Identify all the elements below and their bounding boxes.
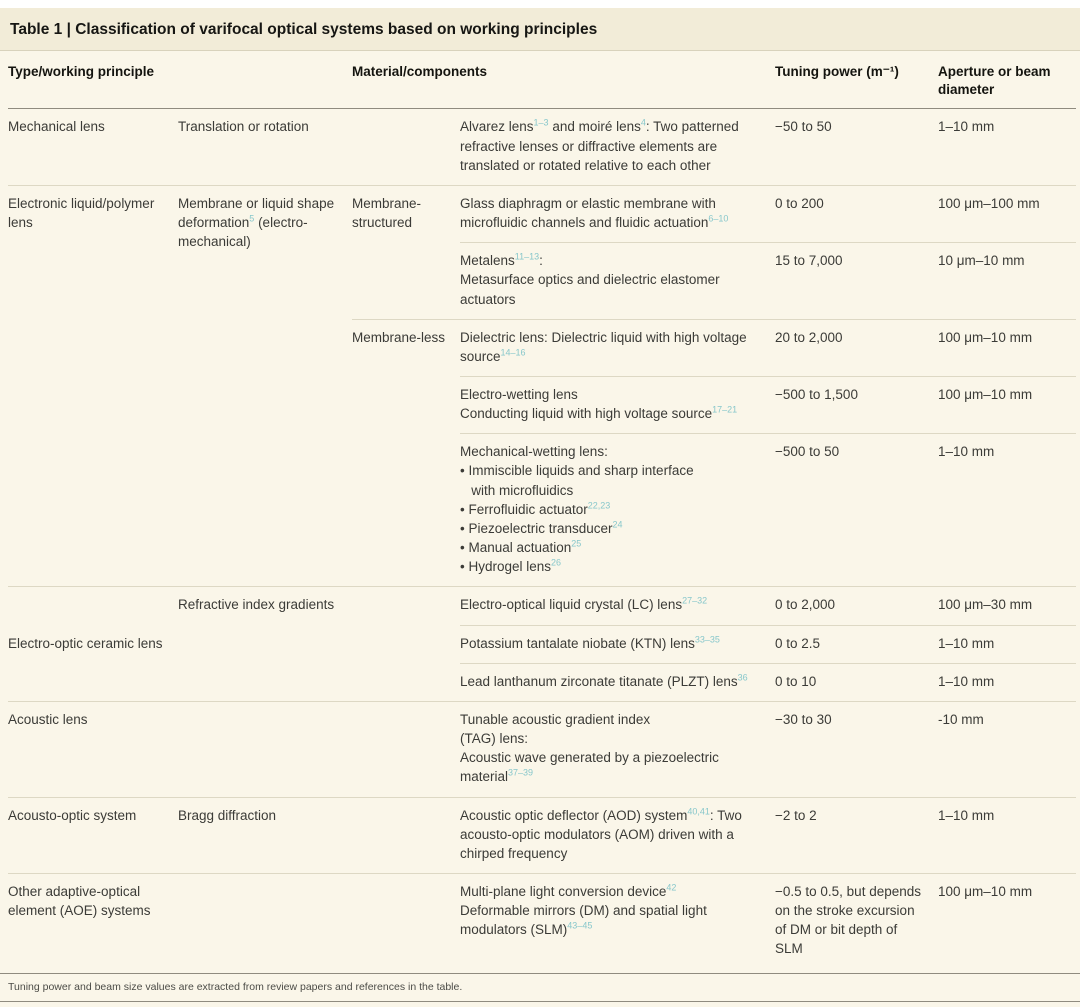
- table-row: [8, 109, 1076, 185]
- cell-subcategory: Membrane-less: [352, 319, 460, 587]
- header-row: [8, 51, 1076, 109]
- cell-components: Glass diaphragm or elastic membrane with microfluidic channels and fluidic actuation$^{6-10}$: [460, 185, 775, 242]
- citation-ref[interactable]: 43–45: [567, 920, 593, 931]
- cell-principle: Bragg diffraction: [178, 797, 352, 873]
- table-sheet: [0, 8, 1080, 1007]
- cell-principle: [178, 701, 352, 797]
- cell-components: Multi-plane light conversion device$^{42}$ Deformable mirrors (DM) and spatial light modulators (SLM)$^{43-45}$: [460, 873, 775, 968]
- citation-ref[interactable]: 26: [551, 557, 562, 568]
- citation-ref[interactable]: 5: [249, 213, 255, 224]
- cell-subcategory: [352, 873, 460, 968]
- column-header-tuning-power: Tuning power (m⁻¹): [775, 51, 938, 109]
- citation-ref[interactable]: 37–39: [508, 767, 534, 778]
- cell-components: Electro-optical liquid crystal (LC) lens$^{27-32}$: [460, 587, 775, 625]
- table-row: [8, 701, 1076, 797]
- table-row: [8, 873, 1076, 968]
- cell-tuning-power: 15 to 7,000: [775, 243, 938, 319]
- citation-ref[interactable]: 11–13: [514, 251, 540, 262]
- cell-type: Acoustic lens: [8, 701, 178, 797]
- citation-ref[interactable]: 14–16: [500, 347, 526, 358]
- cell-principle: Refractive index gradients: [178, 587, 352, 701]
- cell-components: Acoustic optic deflector (AOD) system$^{40,41}$: Two acousto-optic modulators (AOM) driven with a chirped frequency: [460, 797, 775, 873]
- cell-components: Dielectric lens: Dielectric liquid with high voltage source$^{14-16}$: [460, 319, 775, 376]
- cell-aperture: 10 μm–10 mm: [938, 243, 1076, 319]
- column-header-aperture: Aperture or beam diameter: [938, 51, 1076, 109]
- column-header-type-principle: Type/working principle: [8, 51, 352, 109]
- cell-subcategory: [352, 109, 460, 185]
- cell-principle: Membrane or liquid shape deformation$^5$ (electro-mechanical): [178, 185, 352, 587]
- table-container: [0, 51, 1080, 969]
- cell-components: Electro-wetting lens Conducting liquid with high voltage source$^{17-21}$: [460, 377, 775, 434]
- cell-tuning-power: −500 to 50: [775, 434, 938, 587]
- cell-type: Electro-optic ceramic lens: [8, 587, 178, 701]
- cell-components: Lead lanthanum zirconate titanate (PLZT) lens$^{36}$: [460, 663, 775, 701]
- cell-tuning-power: −50 to 50: [775, 119, 832, 135]
- classification-table: [8, 51, 1076, 969]
- table-title: Table 1 | Classification of varifocal optical systems based on working principles: [0, 8, 1080, 51]
- citation-ref[interactable]: 24: [612, 519, 623, 530]
- citation-ref[interactable]: 36: [737, 672, 748, 683]
- cell-type: Other adaptive-optical element (AOE) systems: [8, 873, 178, 968]
- cell-aperture: -10 mm: [938, 701, 1076, 797]
- cell-aperture: 100 μm–10 mm: [938, 319, 1076, 376]
- table-row: [8, 185, 1076, 242]
- cell-aperture: 1–10 mm: [938, 797, 1076, 873]
- cell-principle: Translation or rotation: [178, 119, 309, 135]
- cell-principle: [178, 873, 352, 968]
- citation-ref[interactable]: 40,41: [687, 806, 710, 816]
- cell-tuning-power: 0 to 10: [775, 663, 938, 701]
- cell-tuning-power: 0 to 200: [775, 185, 938, 242]
- cell-aperture: 100 μm–10 mm: [938, 377, 1076, 434]
- citation-ref[interactable]: 42: [666, 882, 677, 893]
- column-header-material-components: Material/components: [352, 51, 775, 109]
- cell-type: Acousto-optic system: [8, 797, 178, 873]
- table-row: [8, 797, 1076, 873]
- cell-type: Mechanical lens: [8, 119, 105, 135]
- cell-components: Metalens$^{11-13}$: Metasurface optics and dielectric elastomer actuators: [460, 243, 775, 319]
- cell-tuning-power: 0 to 2,000: [775, 587, 938, 625]
- cell-tuning-power: 0 to 2.5: [775, 625, 938, 663]
- cell-tuning-power: −30 to 30: [775, 701, 938, 797]
- cell-aperture: 100 μm–30 mm: [938, 587, 1076, 625]
- citation-ref[interactable]: 6–10: [708, 213, 729, 224]
- cell-tuning-power: −500 to 1,500: [775, 377, 938, 434]
- cell-components: Tunable acoustic gradient index (TAG) lens: Acoustic wave generated by a piezoelectric material$^{37-39}$: [460, 701, 775, 797]
- cell-components: Potassium tantalate niobate (KTN) lens$^{33-35}$: [460, 625, 775, 663]
- cell-subcategory: Membrane-structured: [352, 185, 460, 319]
- citation-ref[interactable]: 4: [640, 117, 646, 128]
- citation-ref[interactable]: 17–21: [712, 404, 738, 415]
- cell-subcategory: [352, 797, 460, 873]
- citation-ref[interactable]: 25: [571, 538, 582, 549]
- cell-aperture: 100 μm–10 mm: [938, 873, 1076, 968]
- citation-ref[interactable]: 22,23: [587, 500, 611, 511]
- citation-ref[interactable]: 27–32: [682, 595, 708, 606]
- cell-components: Mechanical-wetting lens: • Immiscible liquids and sharp interface with microfluidics • Ferrofluidic actuator$^{22,23}$ • Piezoelectric transducer$^{24}$ • Manual actuation$^{25}$ • Hydrogel lens$^{26}$: [460, 434, 775, 587]
- citation-ref[interactable]: 1–3: [533, 117, 549, 128]
- cell-tuning-power: 20 to 2,000: [775, 319, 938, 376]
- cell-aperture: 100 μm–100 mm: [938, 185, 1076, 242]
- cell-subcategory: [352, 587, 460, 701]
- cell-aperture: 1–10 mm: [938, 625, 1076, 663]
- cell-components: Alvarez lens$^{1-3}$ and moiré lens$^4$: Two patterned refractive lenses or diffractive elements are translated or rotated relative to each other: [460, 117, 739, 173]
- cell-tuning-power: −0.5 to 0.5, but depends on the stroke excursion of DM or bit depth of SLM: [775, 873, 938, 968]
- cell-aperture: 1–10 mm: [938, 119, 995, 135]
- table-footnote: Tuning power and beam size values are extracted from review papers and references in the table.: [0, 973, 1080, 1002]
- cell-tuning-power: −2 to 2: [775, 797, 938, 873]
- cell-aperture: 1–10 mm: [938, 663, 1076, 701]
- cell-type: Electronic liquid/polymer lens: [8, 185, 178, 587]
- table-row: [8, 587, 1076, 625]
- citation-ref[interactable]: 33–35: [694, 634, 720, 645]
- cell-aperture: 1–10 mm: [938, 434, 1076, 587]
- cell-subcategory: [352, 701, 460, 797]
